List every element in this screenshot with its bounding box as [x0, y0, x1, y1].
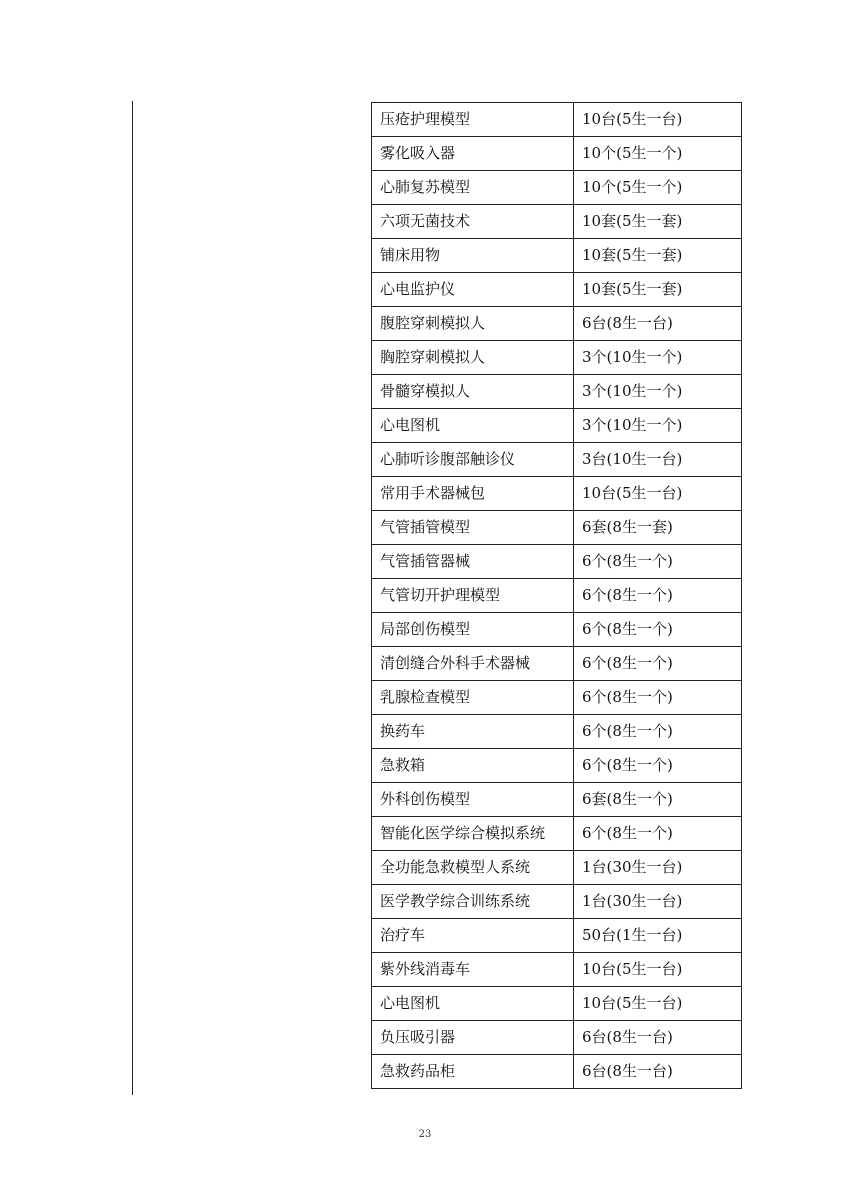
equipment-name-cell: 心电图机: [372, 987, 574, 1021]
equipment-quantity-cell: 10台(5生一台): [574, 953, 742, 987]
equipment-name-cell: 六项无菌技术: [372, 205, 574, 239]
table-row: [372, 1055, 742, 1089]
equipment-name-cell: 换药车: [372, 715, 574, 749]
equipment-quantity-cell: 10套(5生一套): [574, 273, 742, 307]
equipment-quantity-cell: 6个(8生一个): [574, 681, 742, 715]
equipment-quantity-cell: 1台(30生一台): [574, 851, 742, 885]
table-row: [372, 1021, 742, 1055]
equipment-name-cell: 常用手术器械包: [372, 477, 574, 511]
equipment-name-cell: 胸腔穿刺模拟人: [372, 341, 574, 375]
equipment-name-cell: 紫外线消毒车: [372, 953, 574, 987]
page-number: 23: [418, 1129, 432, 1140]
equipment-quantity-cell: 3台(10生一台): [574, 443, 742, 477]
table-row: [372, 953, 742, 987]
equipment-name-cell: 心肺听诊腹部触诊仪: [372, 443, 574, 477]
equipment-quantity-cell: 6套(8生一套): [574, 511, 742, 545]
table-row: [372, 851, 742, 885]
table-row: [372, 171, 742, 205]
equipment-name-cell: 气管切开护理模型: [372, 579, 574, 613]
table-row: [372, 919, 742, 953]
table-row: [372, 409, 742, 443]
equipment-quantity-cell: 6个(8生一个): [574, 579, 742, 613]
equipment-quantity-cell: 6个(8生一个): [574, 715, 742, 749]
equipment-quantity-cell: 3个(10生一个): [574, 375, 742, 409]
equipment-name-cell: 急救箱: [372, 749, 574, 783]
equipment-quantity-cell: 3个(10生一个): [574, 341, 742, 375]
table-row: [372, 273, 742, 307]
equipment-quantity-cell: 3个(10生一个): [574, 409, 742, 443]
equipment-name-cell: 局部创伤模型: [372, 613, 574, 647]
equipment-name-cell: 雾化吸入器: [372, 137, 574, 171]
table-row: [372, 375, 742, 409]
equipment-quantity-cell: 10个(5生一个): [574, 171, 742, 205]
equipment-name-cell: 铺床用物: [372, 239, 574, 273]
table-row: [372, 987, 742, 1021]
table-row: [372, 749, 742, 783]
equipment-table: [371, 102, 742, 1089]
equipment-quantity-cell: 10台(5生一台): [574, 987, 742, 1021]
equipment-name-cell: 全功能急救模型人系统: [372, 851, 574, 885]
equipment-name-cell: 治疗车: [372, 919, 574, 953]
equipment-quantity-cell: 6个(8生一个): [574, 647, 742, 681]
table-row: [372, 205, 742, 239]
equipment-name-cell: 骨髓穿模拟人: [372, 375, 574, 409]
table-row: [372, 477, 742, 511]
table-row: [372, 511, 742, 545]
equipment-name-cell: 医学教学综合训练系统: [372, 885, 574, 919]
table-row: [372, 885, 742, 919]
equipment-name-cell: 心肺复苏模型: [372, 171, 574, 205]
equipment-name-cell: 气管插管模型: [372, 511, 574, 545]
table-row: [372, 239, 742, 273]
equipment-name-cell: 清创缝合外科手术器械: [372, 647, 574, 681]
equipment-quantity-cell: 6台(8生一台): [574, 1021, 742, 1055]
equipment-quantity-cell: 6个(8生一个): [574, 817, 742, 851]
equipment-quantity-cell: 6个(8生一个): [574, 545, 742, 579]
equipment-quantity-cell: 10台(5生一台): [574, 477, 742, 511]
equipment-quantity-cell: 6套(8生一个): [574, 783, 742, 817]
equipment-quantity-cell: 10套(5生一套): [574, 205, 742, 239]
equipment-name-cell: 压疮护理模型: [372, 103, 574, 137]
equipment-quantity-cell: 6个(8生一个): [574, 749, 742, 783]
table-row: [372, 307, 742, 341]
equipment-quantity-cell: 6台(8生一台): [574, 1055, 742, 1089]
table-row: [372, 579, 742, 613]
equipment-quantity-cell: 1台(30生一台): [574, 885, 742, 919]
table-row: [372, 681, 742, 715]
equipment-quantity-cell: 6台(8生一台): [574, 307, 742, 341]
equipment-quantity-cell: 10套(5生一套): [574, 239, 742, 273]
equipment-quantity-cell: 6个(8生一个): [574, 613, 742, 647]
table-row: [372, 545, 742, 579]
equipment-name-cell: 外科创伤模型: [372, 783, 574, 817]
table-row: [372, 817, 742, 851]
table-row: [372, 341, 742, 375]
table-row: [372, 715, 742, 749]
equipment-quantity-cell: 10台(5生一台): [574, 103, 742, 137]
equipment-name-cell: 智能化医学综合模拟系统: [372, 817, 574, 851]
equipment-name-cell: 气管插管器械: [372, 545, 574, 579]
left-column-rule: [132, 101, 133, 1095]
equipment-name-cell: 乳腺检查模型: [372, 681, 574, 715]
table-row: [372, 137, 742, 171]
equipment-table-body: [372, 103, 742, 1089]
table-row: [372, 613, 742, 647]
table-row: [372, 647, 742, 681]
equipment-name-cell: 腹腔穿刺模拟人: [372, 307, 574, 341]
table-row: [372, 103, 742, 137]
table-row: [372, 443, 742, 477]
table-row: [372, 783, 742, 817]
equipment-name-cell: 负压吸引器: [372, 1021, 574, 1055]
equipment-name-cell: 心电图机: [372, 409, 574, 443]
equipment-name-cell: 心电监护仪: [372, 273, 574, 307]
equipment-name-cell: 急救药品柜: [372, 1055, 574, 1089]
equipment-quantity-cell: 50台(1生一台): [574, 919, 742, 953]
equipment-quantity-cell: 10个(5生一个): [574, 137, 742, 171]
